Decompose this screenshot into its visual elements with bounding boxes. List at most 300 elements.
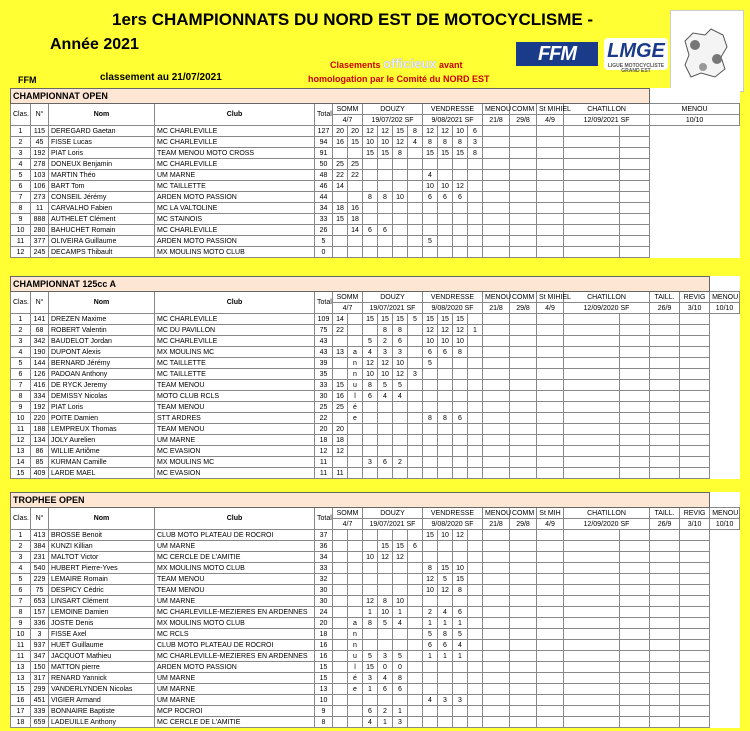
empty-score-cell [537, 358, 564, 369]
number-cell: 231 [31, 552, 49, 563]
score-cell: l [348, 391, 363, 402]
empty-score-cell [620, 347, 650, 358]
score-cell: 10 [363, 137, 378, 148]
column-subheader: 4/9 [537, 303, 564, 314]
score-cell [453, 435, 468, 446]
score-cell [453, 706, 468, 717]
score-cell [468, 314, 483, 325]
score-cell [348, 336, 363, 347]
column-subheader: 19/07/2021 SF [363, 303, 423, 314]
number-cell: 413 [31, 530, 49, 541]
score-cell [333, 530, 348, 541]
number-cell: 245 [31, 247, 49, 258]
score-cell [408, 695, 423, 706]
club-cell: MC CHARLEVILLE [155, 137, 315, 148]
empty-score-cell [483, 413, 510, 424]
table-row [11, 402, 740, 413]
number-cell: 334 [31, 391, 49, 402]
score-cell: 14 [348, 225, 363, 236]
rank-cell: 6 [11, 369, 31, 380]
empty-score-cell [537, 413, 564, 424]
name-cell: DESPICY Cédric [49, 585, 155, 596]
column-header: REVIG [680, 508, 710, 519]
score-cell [408, 530, 423, 541]
empty-score-cell [650, 552, 680, 563]
empty-score-cell [483, 148, 510, 159]
score-cell [378, 424, 393, 435]
empty-score-cell [510, 574, 537, 585]
empty-score-cell [564, 413, 620, 424]
name-cell: BONNAIRE Baptiste [49, 706, 155, 717]
empty-score-cell [510, 380, 537, 391]
empty-score-cell [483, 607, 510, 618]
score-cell [333, 236, 348, 247]
score-cell [393, 181, 408, 192]
lmge-logo-sub: LIGUE MOTOCYCLISTE GRAND EST [607, 63, 665, 74]
club-cell: MC CERCLE DE L'AMITIE [155, 552, 315, 563]
number-cell: 150 [31, 662, 49, 673]
empty-score-cell [620, 325, 650, 336]
number-cell: 280 [31, 225, 49, 236]
empty-score-cell [537, 203, 564, 214]
score-cell [453, 214, 468, 225]
name-cell: LARDE MAEL [49, 468, 155, 479]
section-title: CHAMPIONNAT OPEN [11, 89, 650, 104]
club-cell: MC CHARLEVILLE-MEZIERES EN ARDENNES [155, 607, 315, 618]
table-row [11, 347, 740, 358]
name-cell: DECAMPS Thibault [49, 247, 155, 258]
score-cell [468, 541, 483, 552]
club-cell: MC LA VALTOLINE [155, 203, 315, 214]
column-header: COMM [510, 104, 537, 115]
empty-score-cell [537, 457, 564, 468]
score-cell: u [348, 651, 363, 662]
table-row [11, 717, 740, 728]
score-cell [378, 181, 393, 192]
empty-score-cell [564, 358, 620, 369]
empty-score-cell [564, 192, 620, 203]
empty-score-cell [510, 695, 537, 706]
score-cell: 15 [438, 148, 453, 159]
score-cell [348, 446, 363, 457]
number-cell: 192 [31, 148, 49, 159]
score-cell [423, 369, 438, 380]
empty-score-cell [564, 435, 620, 446]
column-header: MENOU [483, 292, 510, 303]
score-cell [408, 424, 423, 435]
table-row [11, 214, 740, 225]
rank-cell: 7 [11, 192, 31, 203]
number-cell: 317 [31, 673, 49, 684]
empty-score-cell [650, 457, 680, 468]
score-cell [468, 563, 483, 574]
score-cell: 6 [378, 225, 393, 236]
rank-cell: 2 [11, 137, 31, 148]
empty-score-cell [510, 541, 537, 552]
score-cell: 5 [438, 574, 453, 585]
club-cell: TEAM MENOU [155, 402, 315, 413]
number-cell: 416 [31, 380, 49, 391]
name-cell: LINSART Clément [49, 596, 155, 607]
empty-score-cell [620, 247, 650, 258]
score-cell [453, 391, 468, 402]
score-cell [468, 380, 483, 391]
score-cell [363, 541, 378, 552]
score-cell [468, 662, 483, 673]
total-cell: 16 [315, 640, 333, 651]
empty-score-cell [537, 314, 564, 325]
empty-score-cell [620, 552, 650, 563]
table-row [11, 181, 740, 192]
score-cell [468, 446, 483, 457]
empty-score-cell [650, 314, 680, 325]
club-cell: UM MARNE [155, 684, 315, 695]
rank-cell: 8 [11, 391, 31, 402]
number-cell: 653 [31, 596, 49, 607]
total-cell: 91 [315, 148, 333, 159]
score-cell [363, 424, 378, 435]
name-cell: PIAT Loris [49, 148, 155, 159]
club-cell: MX MOULINS MC [155, 347, 315, 358]
empty-score-cell [483, 214, 510, 225]
total-cell: 46 [315, 181, 333, 192]
empty-score-cell [510, 651, 537, 662]
empty-score-cell [510, 607, 537, 618]
score-cell [348, 563, 363, 574]
column-header: St MIHIEL [537, 104, 564, 115]
empty-score-cell [483, 706, 510, 717]
empty-score-cell [650, 717, 680, 728]
score-cell: 12 [423, 126, 438, 137]
empty-score-cell [483, 424, 510, 435]
empty-score-cell [680, 325, 710, 336]
score-cell [348, 236, 363, 247]
name-cell: JACQUOT Mathieu [49, 651, 155, 662]
rank-cell: 8 [11, 203, 31, 214]
empty-score-cell [564, 585, 620, 596]
score-cell: 15 [378, 148, 393, 159]
table-row [11, 236, 740, 247]
score-cell [378, 413, 393, 424]
name-cell: MALTOT Victor [49, 552, 155, 563]
total-cell: 5 [315, 236, 333, 247]
rank-cell: 13 [11, 673, 31, 684]
score-cell: 1 [438, 618, 453, 629]
score-cell: 4 [423, 695, 438, 706]
table-row [11, 662, 740, 673]
column-subheader: 10/10 [710, 519, 740, 530]
score-cell [468, 159, 483, 170]
score-cell [363, 203, 378, 214]
score-cell [348, 314, 363, 325]
score-cell [408, 435, 423, 446]
score-cell: 6 [393, 684, 408, 695]
empty-score-cell [620, 236, 650, 247]
empty-score-cell [620, 424, 650, 435]
empty-score-cell [483, 552, 510, 563]
empty-score-cell [564, 148, 620, 159]
total-cell: 50 [315, 159, 333, 170]
score-cell: 4 [393, 391, 408, 402]
rank-cell: 10 [11, 413, 31, 424]
score-cell [468, 225, 483, 236]
total-cell: 94 [315, 137, 333, 148]
club-cell: ARDEN MOTO PASSION [155, 662, 315, 673]
score-cell [378, 695, 393, 706]
empty-score-cell [564, 181, 620, 192]
score-cell: 5 [423, 358, 438, 369]
score-cell: 1 [393, 607, 408, 618]
score-cell [423, 673, 438, 684]
number-cell: 134 [31, 435, 49, 446]
name-cell: CONSEIL Jérémy [49, 192, 155, 203]
empty-score-cell [510, 314, 537, 325]
empty-score-cell [510, 325, 537, 336]
rank-cell: 17 [11, 706, 31, 717]
page-title: 1ers CHAMPIONNATS DU NORD EST DE MOTOCYCLISME - [112, 10, 594, 29]
empty-score-cell [650, 629, 680, 640]
score-cell [438, 424, 453, 435]
score-cell: 13 [333, 347, 348, 358]
empty-score-cell [483, 446, 510, 457]
score-cell [378, 640, 393, 651]
score-cell [333, 607, 348, 618]
empty-score-cell [537, 552, 564, 563]
table-row [11, 424, 740, 435]
empty-score-cell [510, 126, 537, 137]
score-cell: 5 [393, 380, 408, 391]
score-cell: 6 [393, 336, 408, 347]
score-cell [438, 170, 453, 181]
empty-score-cell [680, 402, 710, 413]
rank-cell: 15 [11, 468, 31, 479]
table-row [11, 596, 740, 607]
score-cell [348, 574, 363, 585]
score-cell [393, 170, 408, 181]
empty-score-cell [537, 126, 564, 137]
total-cell: 36 [315, 541, 333, 552]
empty-score-cell [537, 585, 564, 596]
section-trophee-open [10, 492, 740, 728]
column-header: Total [315, 508, 333, 530]
score-cell [378, 585, 393, 596]
score-cell [468, 214, 483, 225]
score-cell: 10 [423, 181, 438, 192]
score-cell: 10 [393, 358, 408, 369]
rank-cell: 18 [11, 717, 31, 728]
empty-score-cell [680, 347, 710, 358]
score-cell: 10 [453, 126, 468, 137]
empty-score-cell [510, 225, 537, 236]
total-cell: 35 [315, 369, 333, 380]
score-cell [423, 402, 438, 413]
table-row [11, 391, 740, 402]
score-cell: 15 [363, 662, 378, 673]
score-cell [408, 358, 423, 369]
empty-score-cell [564, 684, 620, 695]
club-cell: MOTO CLUB RCLS [155, 391, 315, 402]
column-header: Club [155, 508, 315, 530]
empty-score-cell [483, 563, 510, 574]
score-cell: 3 [363, 673, 378, 684]
empty-score-cell [510, 369, 537, 380]
empty-score-cell [620, 225, 650, 236]
score-cell: 10 [423, 336, 438, 347]
score-cell [453, 541, 468, 552]
empty-score-cell [483, 402, 510, 413]
number-cell: 339 [31, 706, 49, 717]
score-cell: 12 [423, 574, 438, 585]
score-cell [438, 552, 453, 563]
table-row [11, 148, 740, 159]
empty-score-cell [510, 170, 537, 181]
empty-score-cell [510, 181, 537, 192]
empty-score-cell [537, 468, 564, 479]
score-cell: 1 [423, 618, 438, 629]
empty-score-cell [510, 391, 537, 402]
score-cell: 10 [453, 563, 468, 574]
number-cell: 75 [31, 585, 49, 596]
score-cell: 8 [453, 585, 468, 596]
total-cell: 109 [315, 314, 333, 325]
score-cell [408, 457, 423, 468]
club-cell: MC CHARLEVILLE [155, 126, 315, 137]
score-cell [408, 181, 423, 192]
score-cell [333, 148, 348, 159]
score-cell [333, 706, 348, 717]
name-cell: KURMAN Camille [49, 457, 155, 468]
empty-score-cell [620, 314, 650, 325]
rank-cell: 3 [11, 148, 31, 159]
score-cell [363, 236, 378, 247]
total-cell: 34 [315, 552, 333, 563]
score-cell: 10 [438, 181, 453, 192]
empty-score-cell [650, 695, 680, 706]
score-cell [393, 236, 408, 247]
empty-score-cell [650, 651, 680, 662]
empty-score-cell [537, 236, 564, 247]
score-cell: n [348, 629, 363, 640]
empty-score-cell [620, 192, 650, 203]
score-cell: 6 [453, 413, 468, 424]
empty-score-cell [564, 552, 620, 563]
club-cell: UM MARNE [155, 596, 315, 607]
empty-score-cell [564, 541, 620, 552]
column-header: Total [315, 292, 333, 314]
club-cell: CLUB MOTO PLATEAU DE ROCROI [155, 640, 315, 651]
total-cell: 11 [315, 468, 333, 479]
score-cell [378, 214, 393, 225]
number-cell: 190 [31, 347, 49, 358]
empty-score-cell [483, 684, 510, 695]
score-cell: é [348, 402, 363, 413]
empty-score-cell [537, 247, 564, 258]
score-cell [423, 380, 438, 391]
score-cell: 2 [393, 457, 408, 468]
score-cell [423, 159, 438, 170]
empty-score-cell [650, 706, 680, 717]
name-cell: DUPONT Alexis [49, 347, 155, 358]
table-row [11, 336, 740, 347]
empty-score-cell [510, 446, 537, 457]
score-cell: 15 [393, 126, 408, 137]
score-cell [408, 684, 423, 695]
column-subheader: 19/07/2021 SF [363, 519, 423, 530]
name-cell: BERNARD Jérémy [49, 358, 155, 369]
club-cell: TEAM MENOU [155, 574, 315, 585]
empty-score-cell [620, 137, 650, 148]
total-cell: 13 [315, 684, 333, 695]
score-cell: 3 [453, 695, 468, 706]
total-cell: 30 [315, 391, 333, 402]
score-cell [408, 402, 423, 413]
column-subheader: 4/7 [333, 303, 363, 314]
score-cell: 10 [378, 137, 393, 148]
empty-score-cell [483, 347, 510, 358]
empty-score-cell [680, 662, 710, 673]
empty-score-cell [483, 585, 510, 596]
empty-score-cell [620, 673, 650, 684]
club-cell: MC CERCLE DE L'AMITIE [155, 717, 315, 728]
classement-note [330, 56, 463, 71]
empty-score-cell [564, 607, 620, 618]
score-cell: 14 [333, 181, 348, 192]
score-cell [363, 325, 378, 336]
empty-score-cell [680, 369, 710, 380]
empty-score-cell [564, 706, 620, 717]
empty-score-cell [537, 618, 564, 629]
empty-score-cell [680, 563, 710, 574]
empty-score-cell [620, 446, 650, 457]
empty-score-cell [650, 413, 680, 424]
table-row [11, 225, 740, 236]
total-cell: 24 [315, 607, 333, 618]
total-cell: 30 [315, 585, 333, 596]
score-cell: 15 [393, 541, 408, 552]
score-cell: 6 [378, 684, 393, 695]
empty-score-cell [680, 673, 710, 684]
score-cell [468, 170, 483, 181]
rank-cell: 8 [11, 607, 31, 618]
empty-score-cell [537, 706, 564, 717]
score-cell: 15 [333, 214, 348, 225]
table-row [11, 563, 740, 574]
score-cell [438, 596, 453, 607]
empty-score-cell [564, 424, 620, 435]
score-cell: 1 [468, 325, 483, 336]
score-cell: 15 [438, 563, 453, 574]
score-cell [348, 607, 363, 618]
empty-score-cell [680, 314, 710, 325]
score-cell [453, 358, 468, 369]
empty-score-cell [620, 717, 650, 728]
empty-score-cell [537, 695, 564, 706]
score-cell: n [348, 358, 363, 369]
empty-score-cell [483, 596, 510, 607]
score-cell [333, 596, 348, 607]
empty-score-cell [510, 552, 537, 563]
column-header: VENDRESSE [423, 508, 483, 519]
score-cell [438, 247, 453, 258]
score-cell: 12 [378, 126, 393, 137]
table-row [11, 126, 740, 137]
empty-score-cell [620, 629, 650, 640]
score-cell: 8 [378, 192, 393, 203]
empty-score-cell [650, 347, 680, 358]
total-cell: 30 [315, 596, 333, 607]
empty-score-cell [564, 446, 620, 457]
total-cell: 37 [315, 530, 333, 541]
